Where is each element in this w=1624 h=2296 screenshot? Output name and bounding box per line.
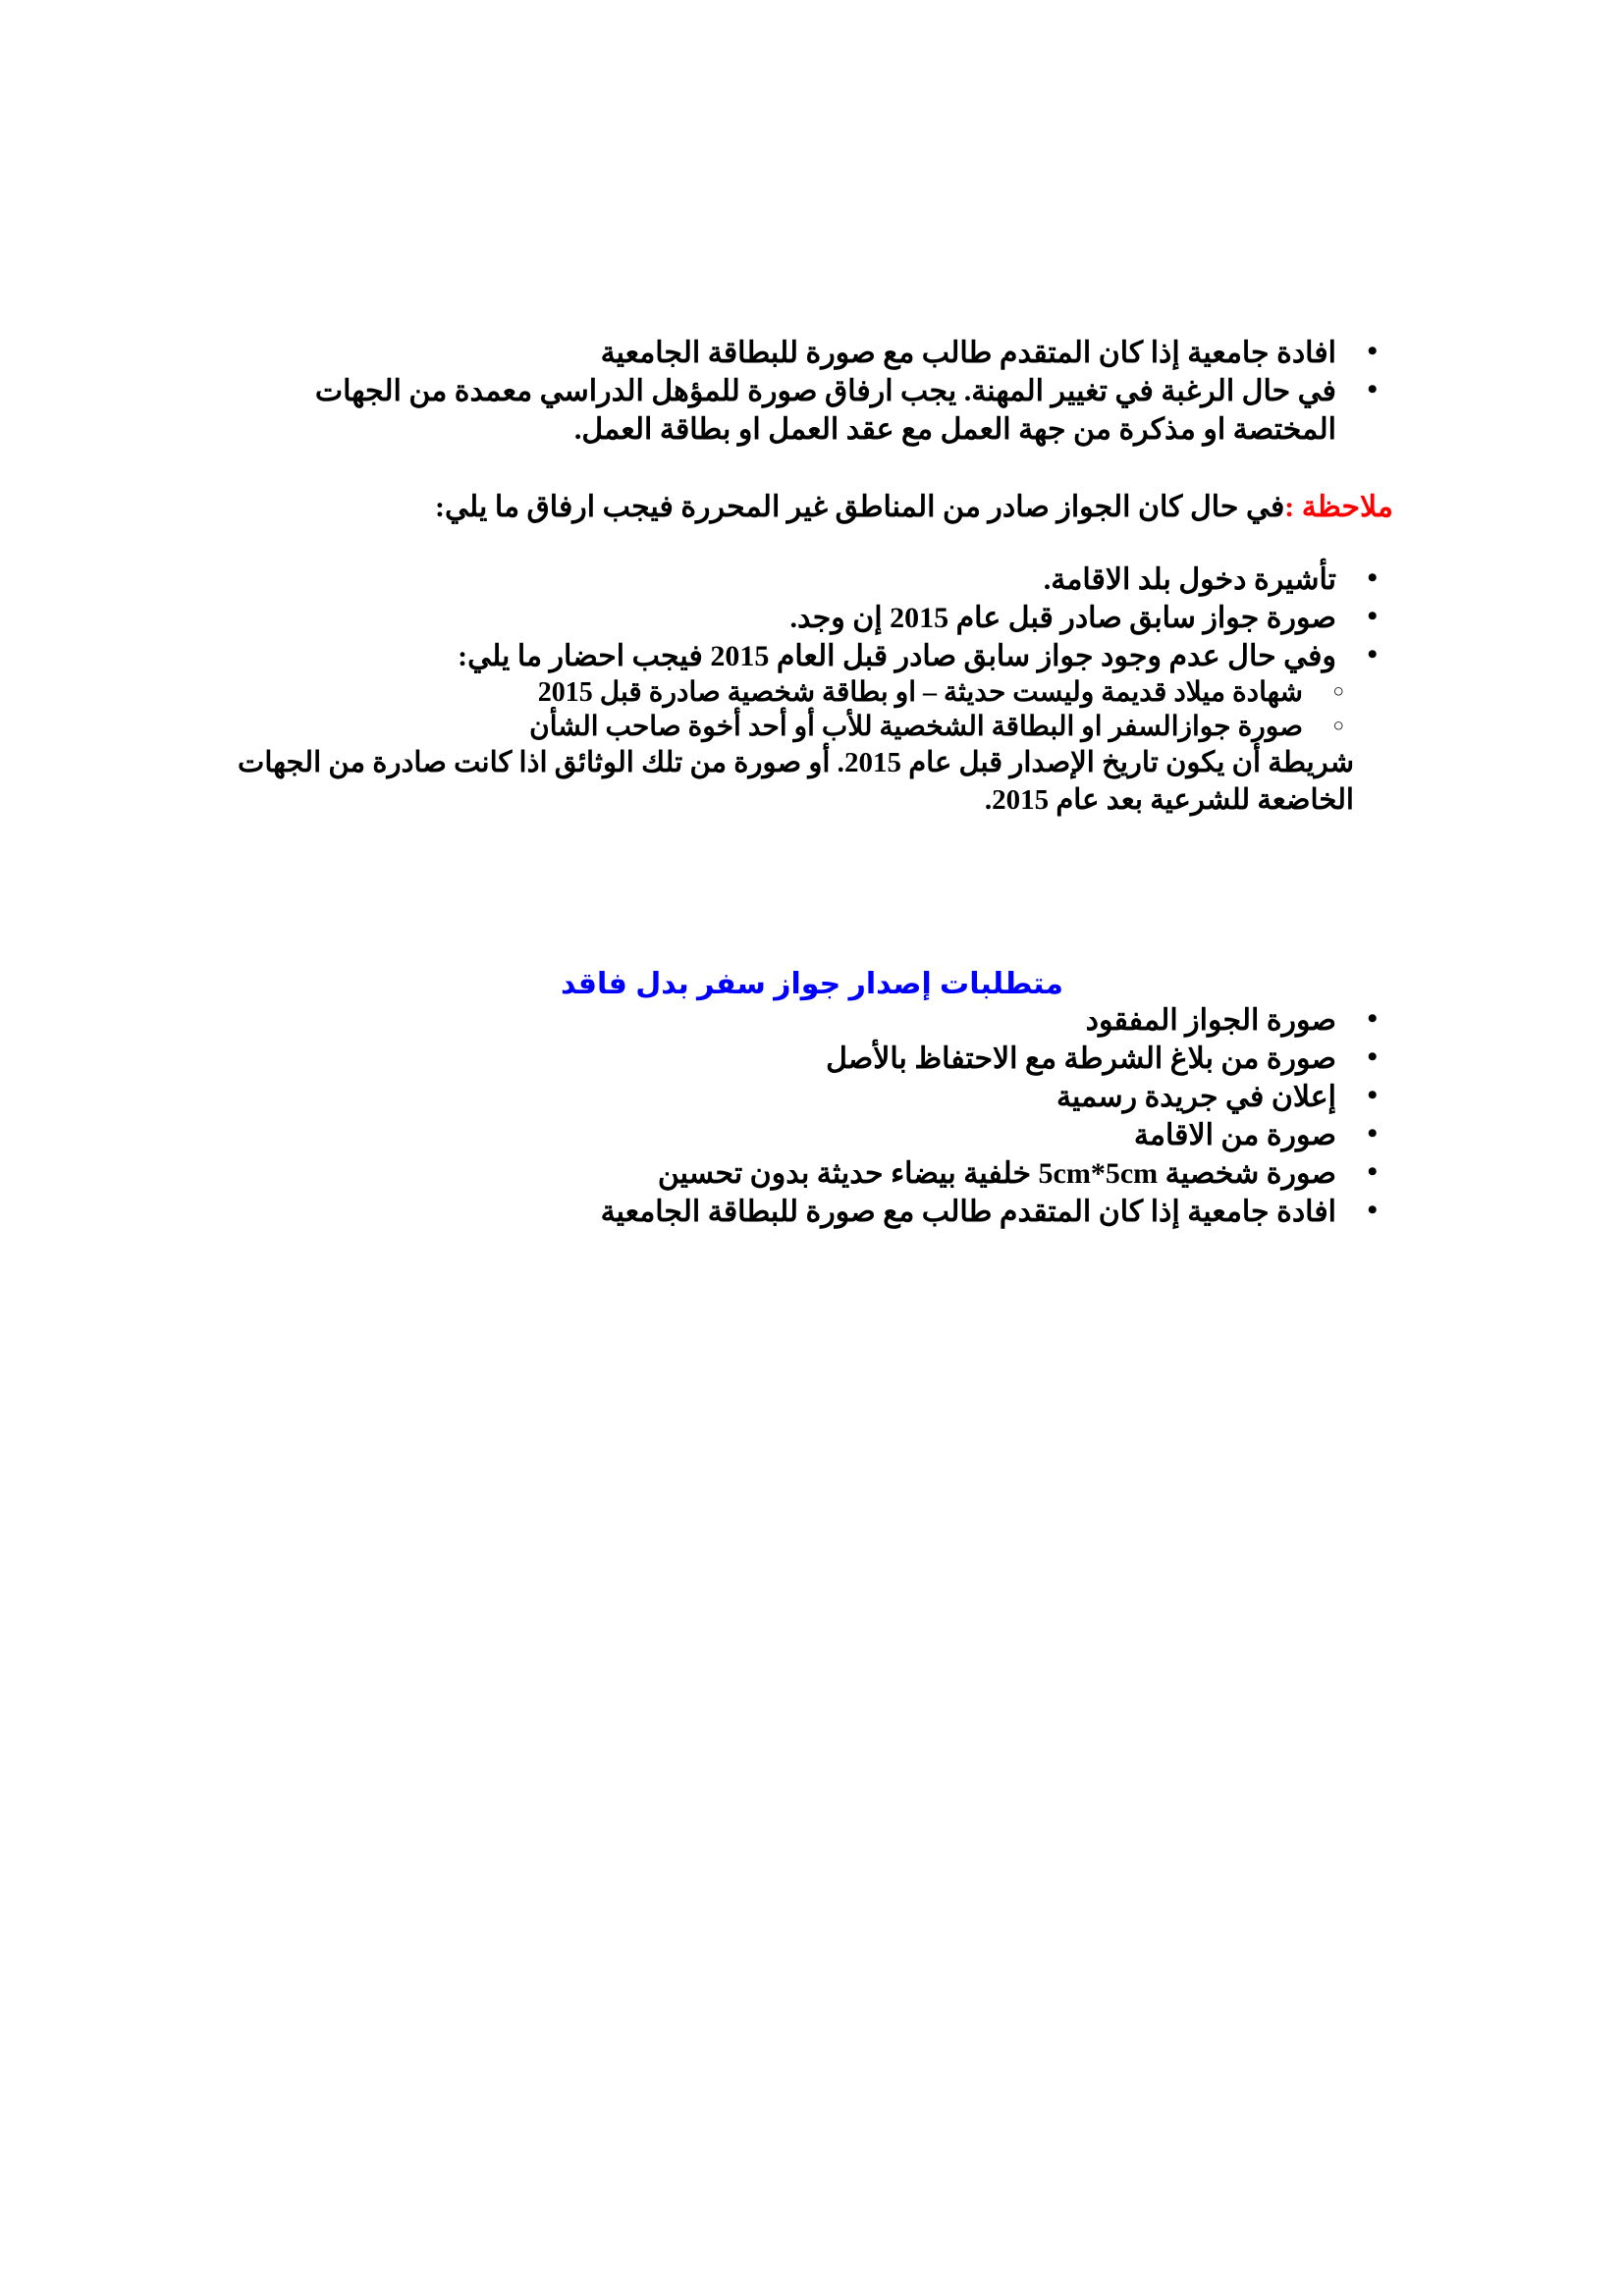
list-item: • وفي حال عدم وجود جواز سابق صادر قبل العام 2015 فيجب احضار ما يلي: bbox=[231, 637, 1393, 675]
list-item: • افادة جامعية إذا كان المتقدم طالب مع صورة للبطاقة الجامعية bbox=[231, 334, 1393, 372]
note-text: في حال كان الجواز صادر من المناطق غير المحررة فيجب ارفاق ما يلي: bbox=[435, 491, 1285, 523]
list-item: • صورة شخصية 5cm*5cm خلفية بيضاء حديثة بدون تحسين bbox=[231, 1154, 1393, 1193]
document-content bbox=[231, 334, 1393, 1231]
note-sub-list-wrapper bbox=[231, 675, 1393, 820]
list-item: • تأشيرة دخول بلد الاقامة. bbox=[231, 561, 1393, 599]
list-item: • صورة من بلاغ الشرطة مع الاحتفاظ بالأصل bbox=[231, 1040, 1393, 1078]
list-item: • صورة جواز سابق صادر قبل عام 2015 إن وجد. bbox=[231, 599, 1393, 637]
note-sub-list bbox=[231, 675, 1358, 746]
note-requirements-list bbox=[231, 561, 1393, 675]
spacer bbox=[231, 527, 1393, 561]
section-heading: متطلبات إصدار جواز سفر بدل فاقد bbox=[560, 967, 1064, 1000]
sub-list-item: ○ صورة جوازالسفر او البطاقة الشخصية للأب أو أحد أخوة صاحب الشأن bbox=[231, 710, 1358, 745]
note-tail-paragraph: شريطة أن يكون تاريخ الإصدار قبل عام 2015. أو صورة من تلك الوثائق اذا كانت صادرة من الجهات الخاضعة للشرعية بعد عام 2015. bbox=[238, 747, 1354, 816]
sub-list-item: ○ شهادة ميلاد قديمة وليست حديثة – او بطاقة شخصية صادرة قبل 2015 bbox=[231, 675, 1358, 711]
note-paragraph bbox=[231, 488, 1393, 527]
lost-passport-requirements-list bbox=[231, 1001, 1393, 1231]
list-item: • إعلان في جريدة رسمية bbox=[231, 1078, 1393, 1116]
note-label: ملاحظة : bbox=[1284, 491, 1393, 523]
top-requirements-list bbox=[231, 334, 1393, 449]
list-item: • افادة جامعية إذا كان المتقدم طالب مع صورة للبطاقة الجامعية bbox=[231, 1193, 1393, 1231]
list-item: • صورة من الاقامة bbox=[231, 1116, 1393, 1154]
list-item: • في حال الرغبة في تغيير المهنة. يجب ارفاق صورة للمؤهل الدراسي معمدة من الجهات المختصة او مذكرة من جهة العمل مع عقد العمل او بطاقة العمل. bbox=[231, 372, 1393, 449]
list-item: • صورة الجواز المفقود bbox=[231, 1001, 1393, 1040]
